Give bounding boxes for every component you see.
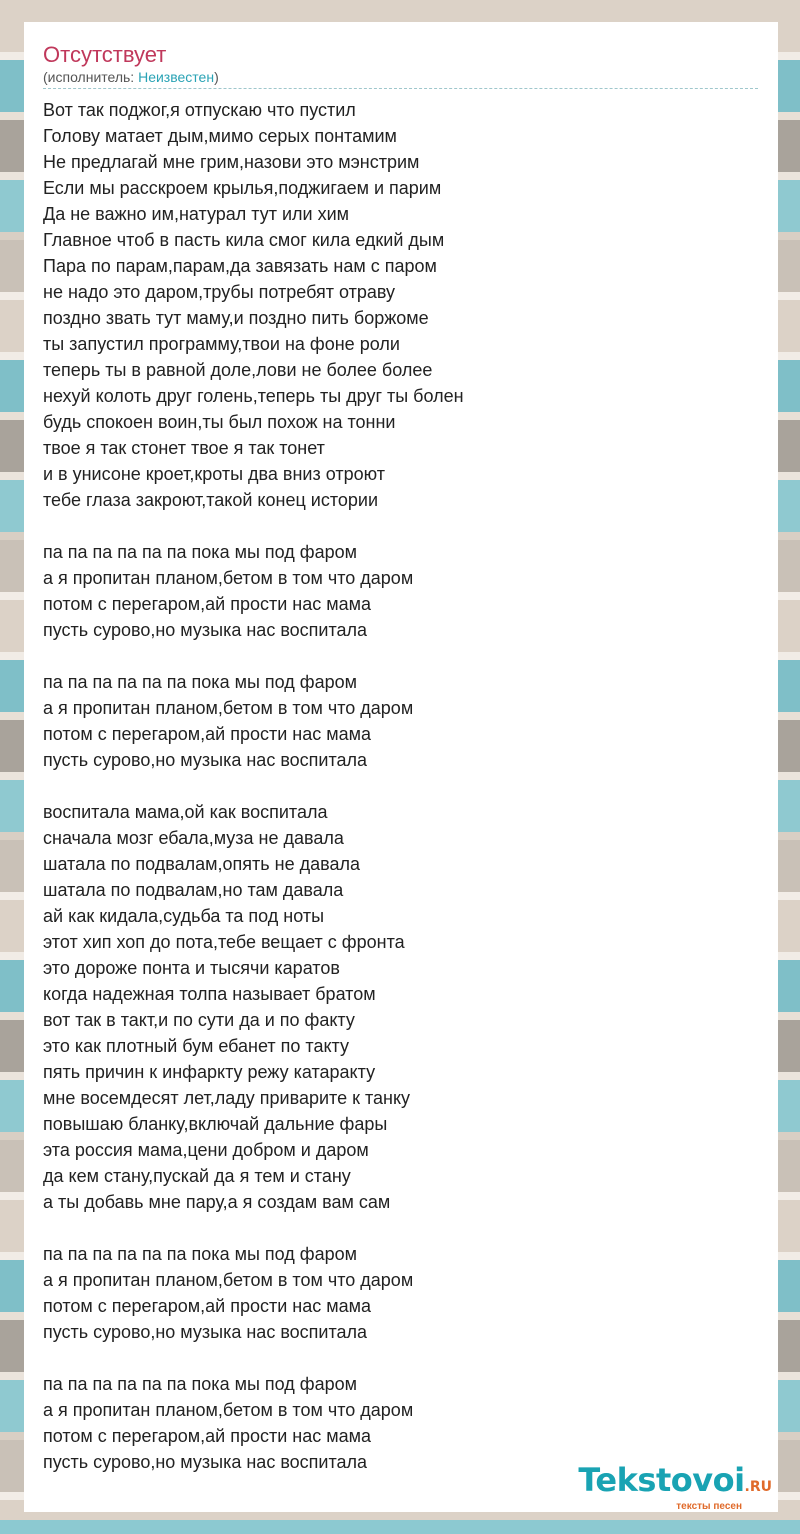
lyric-line: па па па па па па пока мы под фаром: [43, 1374, 357, 1394]
lyric-blank-line: [43, 1345, 758, 1371]
lyric-line: Главное чтоб в пасть кила смог кила едкий дым: [43, 230, 445, 250]
lyric-line: а я пропитан планом,бетом в том что даром: [43, 1270, 414, 1290]
artist-line: [43, 68, 758, 89]
lyric-line: твое я так стонет твое я так тонет: [43, 438, 325, 458]
lyric-line: а я пропитан планом,бетом в том что даром: [43, 568, 414, 588]
lyric-line: это как плотный бум ебанет по такту: [43, 1036, 349, 1056]
lyric-line: когда надежная толпа называет братом: [43, 984, 376, 1004]
lyric-line: потом с перегаром,ай прости нас мама: [43, 594, 372, 614]
lyric-line: а я пропитан планом,бетом в том что даром: [43, 1400, 414, 1420]
lyric-line: воспитала мама,ой как воспитала: [43, 802, 328, 822]
lyric-line: будь спокоен воин,ты был похож на тонни: [43, 412, 396, 432]
logo-subtitle: тексты песен: [676, 1501, 742, 1512]
song-title: Отсутствует: [43, 42, 167, 67]
lyric-line: а ты добавь мне пару,а я создам вам сам: [43, 1192, 391, 1212]
lyric-line: Вот так поджог,я отпускаю что пустил: [43, 100, 356, 120]
lyric-line: ай как кидала,судьба та под ноты: [43, 906, 325, 926]
lyric-line: теперь ты в равной доле,лови не более более: [43, 360, 433, 380]
lyric-line: повышаю бланку,включай дальние фары: [43, 1114, 388, 1134]
lyric-line: пусть сурово,но музыка нас воспитала: [43, 1452, 368, 1472]
logo-main-text: Tekstovoi: [578, 1461, 745, 1499]
lyric-line: тебе глаза закроют,такой конец истории: [43, 490, 379, 510]
lyric-line: мне восемдесят лет,ладу приварите к танку: [43, 1088, 411, 1108]
lyric-line: Голову матает дым,мимо серых понтамим: [43, 126, 397, 146]
lyric-line: шатала по подвалам,но там давала: [43, 880, 344, 900]
bottom-stripe: [0, 1520, 800, 1534]
logo-tld: .RU: [744, 1479, 772, 1495]
lyric-line: сначала мозг ебала,муза не давала: [43, 828, 344, 848]
lyric-line: эта россия мама,цени добром и даром: [43, 1140, 369, 1160]
lyric-line: ты запустил программу,твои на фоне роли: [43, 334, 400, 354]
logo-wordmark: [578, 1463, 772, 1504]
lyrics-text: [43, 97, 758, 1475]
lyric-line: не надо это даром,трубы потребят отраву: [43, 282, 396, 302]
lyrics-card: [24, 22, 778, 1512]
lyric-line: Да не важно им,натурал тут или хим: [43, 204, 350, 224]
lyric-line: пусть сурово,но музыка нас воспитала: [43, 620, 368, 640]
lyric-blank-line: [43, 643, 758, 669]
lyric-line: пусть сурово,но музыка нас воспитала: [43, 750, 368, 770]
site-logo[interactable]: [578, 1463, 772, 1512]
lyric-line: потом с перегаром,ай прости нас мама: [43, 1296, 372, 1316]
lyric-blank-line: [43, 1215, 758, 1241]
lyric-line: па па па па па па пока мы под фаром: [43, 542, 357, 562]
lyric-line: пять причин к инфаркту режу катаракту: [43, 1062, 376, 1082]
lyric-line: а я пропитан планом,бетом в том что даром: [43, 698, 414, 718]
lyric-line: потом с перегаром,ай прости нас мама: [43, 1426, 372, 1446]
lyric-line: да кем стану,пускай да я тем и стану: [43, 1166, 351, 1186]
lyric-line: пусть сурово,но музыка нас воспитала: [43, 1322, 368, 1342]
lyric-line: вот так в такт,и по сути да и по факту: [43, 1010, 355, 1030]
lyric-line: Пара по парам,парам,да завязать нам с паром: [43, 256, 437, 276]
artist-link[interactable]: Неизвестен: [138, 69, 215, 85]
lyric-line: поздно звать тут маму,и поздно пить боржоме: [43, 308, 429, 328]
artist-prefix: (исполнитель:: [43, 69, 139, 85]
lyric-blank-line: [43, 513, 758, 539]
lyric-line: и в унисоне кроет,кроты два вниз отроют: [43, 464, 385, 484]
lyric-line: этот хип хоп до пота,тебе вещает с фронта: [43, 932, 405, 952]
lyric-line: па па па па па па пока мы под фаром: [43, 672, 357, 692]
lyric-line: Если мы расскроем крылья,поджигаем и парим: [43, 178, 442, 198]
lyric-line: па па па па па па пока мы под фаром: [43, 1244, 357, 1264]
lyric-line: шатала по подвалам,опять не давала: [43, 854, 360, 874]
lyric-blank-line: [43, 773, 758, 799]
artist-suffix: ): [214, 69, 219, 85]
lyric-line: потом с перегаром,ай прости нас мама: [43, 724, 372, 744]
lyric-line: Не предлагай мне грим,назови это мэнстрим: [43, 152, 420, 172]
lyric-line: нехуй колоть друг голень,теперь ты друг ты болен: [43, 386, 464, 406]
lyric-line: это дороже понта и тысячи каратов: [43, 958, 340, 978]
